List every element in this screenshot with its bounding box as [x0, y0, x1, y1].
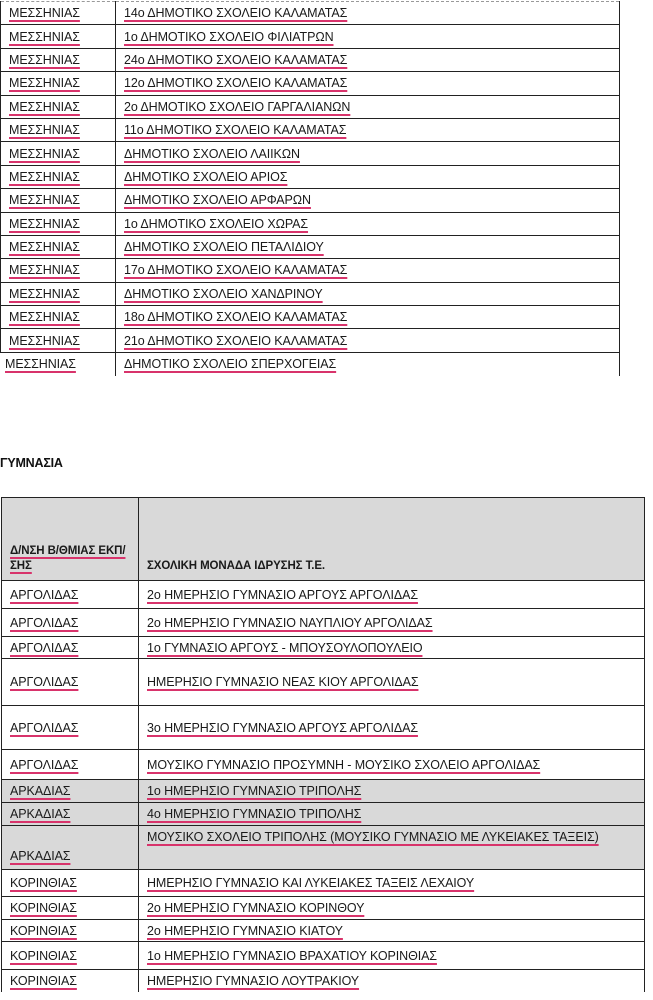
school-cell: ΗΜΕΡΗΣΙΟ ΓΥΜΝΑΣΙΟ ΝΕΑΣ ΚΙΟΥ ΑΡΓΟΛΙΔΑΣ — [139, 659, 645, 706]
table-row — [2, 659, 645, 706]
school-cell: 1ο ΗΜΕΡΗΣΙΟ ΓΥΜΝΑΣΙΟ ΤΡΙΠΟΛΗΣ — [139, 780, 645, 803]
region-cell: ΜΕΣΣΗΝΙΑΣ — [1, 306, 116, 329]
school-cell: 3ο ΗΜΕΡΗΣΙΟ ΓΥΜΝΑΣΙΟ ΑΡΓΟΥΣ ΑΡΓΟΛΙΔΑΣ — [139, 706, 645, 750]
table-row — [1, 282, 620, 305]
school-cell: 1ο ΓΥΜΝΑΣΙΟ ΑΡΓΟΥΣ - ΜΠΟΥΣΟΥΛΟΠΟΥΛΕΙΟ — [139, 637, 645, 659]
table-row — [2, 870, 645, 897]
school-cell: 1ο ΔΗΜΟΤΙΚΟ ΣΧΟΛΕΙΟ ΧΩΡΑΣ — [116, 212, 620, 235]
school-cell: ΔΗΜΟΤΙΚΟ ΣΧΟΛΕΙΟ ΧΑΝΔΡΙΝΟΥ — [116, 282, 620, 305]
school-cell: ΔΗΜΟΤΙΚΟ ΣΧΟΛΕΙΟ ΑΡΙΟΣ — [116, 165, 620, 188]
school-cell: ΗΜΕΡΗΣΙΟ ΓΥΜΝΑΣΙΟ ΛΟΥΤΡΑΚΙΟΥ — [139, 970, 645, 992]
table-row — [1, 306, 620, 329]
school-cell: ΔΗΜΟΤΙΚΟ ΣΧΟΛΕΙΟ ΛΑΙΙΚΩΝ — [116, 142, 620, 165]
region-cell: ΜΕΣΣΗΝΙΑΣ — [1, 235, 116, 258]
table-row — [1, 352, 620, 375]
table-row — [2, 920, 645, 942]
header-school-unit: ΣΧΟΛΙΚΗ ΜΟΝΑΔΑ ΙΔΡΥΣΗΣ Τ.Ε. — [139, 498, 645, 581]
school-cell: ΔΗΜΟΤΙΚΟ ΣΧΟΛΕΙΟ ΑΡΦΑΡΩΝ — [116, 189, 620, 212]
table-row — [2, 609, 645, 637]
table-row — [2, 780, 645, 803]
table-row — [2, 897, 645, 920]
school-cell: 12ο ΔΗΜΟΤΙΚΟ ΣΧΟΛΕΙΟ ΚΑΛΑΜΑΤΑΣ — [116, 72, 620, 95]
table-row — [2, 706, 645, 750]
school-cell: 18ο ΔΗΜΟΤΙΚΟ ΣΧΟΛΕΙΟ ΚΑΛΑΜΑΤΑΣ — [116, 306, 620, 329]
school-cell: 1ο ΔΗΜΟΤΙΚΟ ΣΧΟΛΕΙΟ ΦΙΛΙΑΤΡΩΝ — [116, 25, 620, 48]
table-row — [1, 165, 620, 188]
region-cell: ΜΕΣΣΗΝΙΑΣ — [1, 329, 116, 352]
region-cell: ΜΕΣΣΗΝΙΑΣ — [1, 212, 116, 235]
region-cell: ΑΡΓΟΛΙΔΑΣ — [2, 659, 139, 706]
table-row — [1, 72, 620, 95]
region-cell: ΚΟΡΙΝΘΙΑΣ — [2, 897, 139, 920]
region-cell: ΑΡΚΑΔΙΑΣ — [2, 803, 139, 826]
table-row — [2, 803, 645, 826]
table-row — [1, 95, 620, 118]
school-cell: ΔΗΜΟΤΙΚΟ ΣΧΟΛΕΙΟ ΠΕΤΑΛΙΔΙΟΥ — [116, 235, 620, 258]
table-row — [1, 212, 620, 235]
region-cell: ΑΡΓΟΛΙΔΑΣ — [2, 637, 139, 659]
table-row — [1, 2, 620, 25]
table-row — [2, 970, 645, 992]
table-row — [2, 581, 645, 609]
school-cell: 17ο ΔΗΜΟΤΙΚΟ ΣΧΟΛΕΙΟ ΚΑΛΑΜΑΤΑΣ — [116, 259, 620, 282]
school-cell: 21ο ΔΗΜΟΤΙΚΟ ΣΧΟΛΕΙΟ ΚΑΛΑΜΑΤΑΣ — [116, 329, 620, 352]
header-directorate: Δ/ΝΣΗ Β/ΘΜΙΑΣ ΕΚΠ/ΣΗΣ — [2, 498, 139, 581]
table-row — [1, 235, 620, 258]
school-cell: ΗΜΕΡΗΣΙΟ ΓΥΜΝΑΣΙΟ ΚΑΙ ΛΥΚΕΙΑΚΕΣ ΤΑΞΕΙΣ ΛΕΧΑΙΟΥ — [139, 870, 645, 897]
primary-schools-table — [0, 1, 620, 376]
table-row — [1, 189, 620, 212]
school-cell: 2ο ΔΗΜΟΤΙΚΟ ΣΧΟΛΕΙΟ ΓΑΡΓΑΛΙΑΝΩΝ — [116, 95, 620, 118]
region-cell: ΜΕΣΣΗΝΙΑΣ — [1, 48, 116, 71]
table-header-row — [2, 498, 645, 581]
table-row — [1, 48, 620, 71]
school-cell: ΜΟΥΣΙΚΟ ΓΥΜΝΑΣΙΟ ΠΡΟΣΥΜΝΗ - ΜΟΥΣΙΚΟ ΣΧΟΛΕΙΟ ΑΡΓΟΛΙΔΑΣ — [139, 750, 645, 780]
region-cell: ΜΕΣΣΗΝΙΑΣ — [1, 282, 116, 305]
region-cell: ΜΕΣΣΗΝΙΑΣ — [1, 2, 116, 25]
region-cell: ΑΡΓΟΛΙΔΑΣ — [2, 750, 139, 780]
gymnasium-table — [1, 497, 645, 992]
region-cell: ΑΡΚΑΔΙΑΣ — [2, 826, 139, 870]
table-row — [2, 942, 645, 970]
region-cell: ΑΡΓΟΛΙΔΑΣ — [2, 609, 139, 637]
region-cell: ΜΕΣΣΗΝΙΑΣ — [1, 189, 116, 212]
school-cell: 24ο ΔΗΜΟΤΙΚΟ ΣΧΟΛΕΙΟ ΚΑΛΑΜΑΤΑΣ — [116, 48, 620, 71]
table-row — [2, 637, 645, 659]
region-cell: ΚΟΡΙΝΘΙΑΣ — [2, 970, 139, 992]
region-cell: ΑΡΓΟΛΙΔΑΣ — [2, 706, 139, 750]
region-cell: ΜΕΣΣΗΝΙΑΣ — [1, 165, 116, 188]
school-cell: 14ο ΔΗΜΟΤΙΚΟ ΣΧΟΛΕΙΟ ΚΑΛΑΜΑΤΑΣ — [116, 2, 620, 25]
region-cell: ΜΕΣΣΗΝΙΑΣ — [1, 352, 116, 375]
region-cell: ΜΕΣΣΗΝΙΑΣ — [1, 142, 116, 165]
region-cell: ΑΡΓΟΛΙΔΑΣ — [2, 581, 139, 609]
region-cell: ΚΟΡΙΝΘΙΑΣ — [2, 870, 139, 897]
school-cell: 2ο ΗΜΕΡΗΣΙΟ ΓΥΜΝΑΣΙΟ ΚΙΑΤΟΥ — [139, 920, 645, 942]
table-row — [1, 25, 620, 48]
region-cell: ΚΟΡΙΝΘΙΑΣ — [2, 920, 139, 942]
school-cell: 4ο ΗΜΕΡΗΣΙΟ ΓΥΜΝΑΣΙΟ ΤΡΙΠΟΛΗΣ — [139, 803, 645, 826]
table-row — [1, 259, 620, 282]
region-cell: ΜΕΣΣΗΝΙΑΣ — [1, 118, 116, 141]
region-cell: ΜΕΣΣΗΝΙΑΣ — [1, 259, 116, 282]
school-cell: 1ο ΗΜΕΡΗΣΙΟ ΓΥΜΝΑΣΙΟ ΒΡΑΧΑΤΙΟΥ ΚΟΡΙΝΘΙΑΣ — [139, 942, 645, 970]
region-cell: ΜΕΣΣΗΝΙΑΣ — [1, 95, 116, 118]
school-cell: 11ο ΔΗΜΟΤΙΚΟ ΣΧΟΛΕΙΟ ΚΑΛΑΜΑΤΑΣ — [116, 118, 620, 141]
region-cell: ΜΕΣΣΗΝΙΑΣ — [1, 25, 116, 48]
school-cell: ΔΗΜΟΤΙΚΟ ΣΧΟΛΕΙΟ ΣΠΕΡΧΟΓΕΙΑΣ — [116, 352, 620, 375]
school-cell: 2ο ΗΜΕΡΗΣΙΟ ΓΥΜΝΑΣΙΟ ΚΟΡΙΝΘΟΥ — [139, 897, 645, 920]
table-row — [2, 826, 645, 870]
table-row — [1, 118, 620, 141]
table-row — [2, 750, 645, 780]
region-cell: ΑΡΚΑΔΙΑΣ — [2, 780, 139, 803]
school-cell: 2ο ΗΜΕΡΗΣΙΟ ΓΥΜΝΑΣΙΟ ΝΑΥΠΛΙΟΥ ΑΡΓΟΛΙΔΑΣ — [139, 609, 645, 637]
region-cell: ΚΟΡΙΝΘΙΑΣ — [2, 942, 139, 970]
region-cell: ΜΕΣΣΗΝΙΑΣ — [1, 72, 116, 95]
table-row — [1, 329, 620, 352]
table-row — [1, 142, 620, 165]
section-title: ΓΥΜΝΑΣΙΑ — [0, 456, 63, 470]
school-cell: 2ο ΗΜΕΡΗΣΙΟ ΓΥΜΝΑΣΙΟ ΑΡΓΟΥΣ ΑΡΓΟΛΙΔΑΣ — [139, 581, 645, 609]
school-cell: ΜΟΥΣΙΚΟ ΣΧΟΛΕΙΟ ΤΡΙΠΟΛΗΣ (ΜΟΥΣΙΚΟ ΓΥΜΝΑΣΙΟ ΜΕ ΛΥΚΕΙΑΚΕΣ ΤΑΞΕΙΣ) — [139, 826, 645, 870]
